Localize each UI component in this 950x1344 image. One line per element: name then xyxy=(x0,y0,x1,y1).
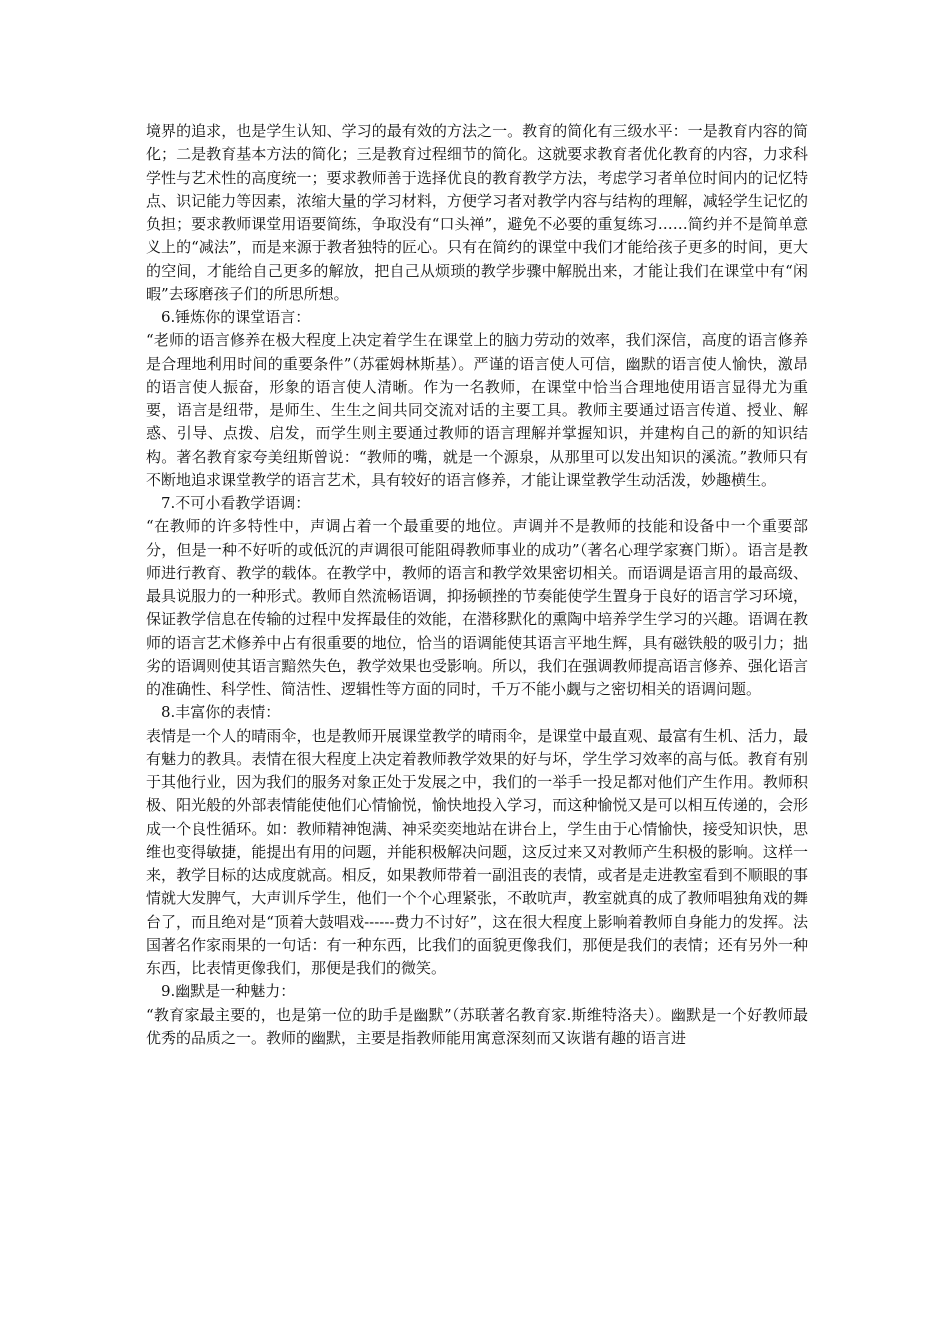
body-paragraph: 境界的追求，也是学生认知、学习的最有效的方法之一。教育的简化有三级水平：一是教育内容的简化；二是教育基本方法的简化；三是教育过程细节的简化。这就要求教育者优化教育的内容，力求科学性与艺术性的高度统一；要求教师善于选择优良的教育教学方法，考虑学习者单位时间内的记忆特点、识记能力等因素，浓缩大量的学习材料，方便学习者对教学内容与结构的理解，减轻学生记忆的负担；要求教师课堂用语要简练，争取没有“口头禅”，避免不必要的重复练习……简约并不是简单意义上的“减法”，而是来源于教者独特的匠心。只有在简约的课堂中我们才能给孩子更多的时间，更大的空间，才能给自己更多的解放，把自己从烦琐的教学步骤中解脱出来，才能让我们在课堂中有“闲暇”去琢磨孩子们的所思所想。 xyxy=(146,122,808,303)
body-paragraph: “在教师的许多特性中，声调占着一个最重要的地位。声调并不是教师的技能和设备中一个重要部分，但是一种不好听的或低沉的声调很可能阻碍教师事业的成功”（著名心理学家赛门斯）。语言是教师进行教育、教学的载体。在教学中，教师的语言和教学效果密切相关。而语调是语言用的最高级、最具说服力的一种形式。教师自然流畅语调，抑扬顿挫的节奏能使学生置身于良好的语言学习环境，保证教学信息在传输的过程中发挥最佳的效能，在潜移默化的熏陶中培养学生学习的兴趣。语调在教师的语言艺术修养中占有很重要的地位，恰当的语调能使其语言平地生辉，具有磁铁般的吸引力；拙劣的语调则使其语言黯然失色，教学效果也受影响。所以，我们在强调教师提高语言修养、强化语言的准确性、科学性、简洁性、逻辑性等方面的同时，千万不能小觑与之密切相关的语调问题。 xyxy=(146,517,808,698)
body-paragraph: 表情是一个人的晴雨伞，也是教师开展课堂教学的晴雨伞，是课堂中最直观、最富有生机、活力，最有魅力的教具。表情在很大程度上决定着教师教学效果的好与坏，学生学习效率的高与低。教育有别于其他行业，因为我们的服务对象正处于发展之中，我们的一举手一投足都对他们产生作用。教师积极、阳光般的外部表情能使他们心情愉悦，愉快地投入学习，而这种愉悦又是可以相互传递的，会形成一个良性循环。如：教师精神饱满、神采奕奕地站在讲台上，学生由于心情愉快，接受知识快，思维也变得敏捷，能提出有用的问题，并能积极解决问题，这反过来又对教师产生积极的影响。这样一来，教学目标的达成度就高。相反，如果教师带着一副沮丧的表情，或者是走进教室看到不顺眼的事情就大发脾气，大声训斥学生，他们一个个心理紧张，不敢吭声，教室就真的成了教师唱独角戏的舞台了，而且绝对是“顶着大鼓唱戏------费力不讨好”，这在很大程度上影响着教师自身能力的发挥。法国著名作家雨果的一句话：有一种东西，比我们的面貌更像我们，那便是我们的表情；还有另外一种东西，比表情更像我们，那便是我们的微笑。 xyxy=(146,726,808,977)
section-heading: 6.锤炼你的课堂语言： xyxy=(161,308,311,326)
section-heading: 7.不可小看教学语调： xyxy=(161,494,311,512)
body-paragraph: “教育家最主要的，也是第一位的助手是幽默”（苏联著名教育家.斯维特洛夫）。幽默是一个好教师最优秀的品质之一。教师的幽默，主要是指教师能用寓意深刻而又诙谐有趣的语言进 xyxy=(146,1005,808,1047)
section-heading: 8.丰富你的表情： xyxy=(161,703,281,722)
section-heading: 9.幽默是一种魅力： xyxy=(161,982,296,1001)
document-page xyxy=(146,120,808,1050)
body-paragraph: “老师的语言修养在极大程度上决定着学生在课堂上的脑力劳动的效率，我们深信，高度的语言修养是合理地利用时间的重要条件”（苏霍姆林斯基）。严谨的语言使人可信，幽默的语言使人愉快，激昂的语言使人振奋，形象的语言使人清晰。作为一名教师，在课堂中恰当合理地使用语言显得尤为重要，语言是纽带，是师生、生生之间共同交流对话的主要工具。教师主要通过语言传道、授业、解惑、引导、点拨、启发，而学生则主要通过教师的语言理解并掌握知识，并建构自己的新的知识结构。著名教育家夸美纽斯曾说：“教师的嘴，就是一个源泉，从那里可以发出知识的溪流。”教师只有不断地追求课堂教学的语言艺术，具有较好的语言修养，才能让课堂教学生动活泼，妙趣横生。 xyxy=(146,331,808,489)
